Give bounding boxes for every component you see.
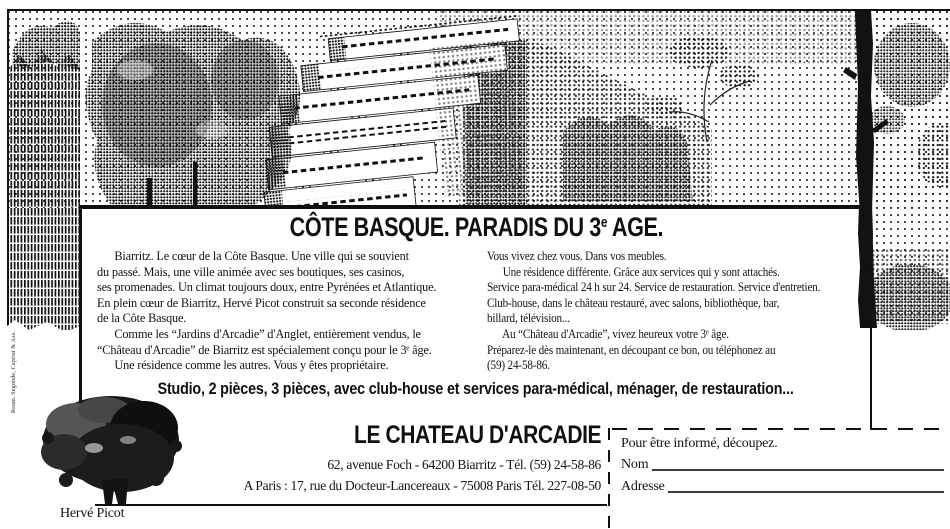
coupon-instruction: Pour être informé, découpez. xyxy=(621,436,778,451)
body-line: du passé. Mais, une ville animée avec ses boutiques, ses casinos, xyxy=(97,263,405,279)
body-line: (59) 24-58-86. xyxy=(487,357,550,373)
offer-line xyxy=(80,379,872,399)
tree-logo-icon xyxy=(36,388,186,510)
coupon-address-field-line xyxy=(668,491,944,493)
headline-text: CÔTE BASQUE. PARADIS DU 3 xyxy=(289,212,601,242)
body-line: “Château d'Arcadie” de Biarritz est spécialement conçu pour le 3ᵉ âge. xyxy=(97,341,432,357)
brand-name: LE CHATEAU D'ARCADIE xyxy=(353,421,601,449)
right-tree-foliage xyxy=(874,23,950,107)
body-line: Service para-médical 24 h sur 24. Service de restauration. Service d'entretien. xyxy=(487,279,821,295)
intro-column-right xyxy=(487,248,883,373)
body-line: Biarritz. Le cœur de la Côte Basque. Une ville qui se souvient xyxy=(97,248,409,263)
coupon-cut-line-top xyxy=(612,428,950,430)
frame-top-line xyxy=(7,9,950,11)
intro-column-left xyxy=(97,248,496,373)
body-line: Préparez-le dès maintenant, en découpant ce bon, ou téléphonez au xyxy=(487,341,776,357)
coupon-name-label: Nom xyxy=(621,457,649,472)
body-line: Au “Château d'Arcadie”, vivez heureux votre 3ᵉ âge. xyxy=(487,325,729,341)
offer-line-text: Studio, 2 pièces, 3 pièces, avec club-house et services para-médical, ménager, de restauration... xyxy=(157,379,795,398)
frame-left-line xyxy=(7,9,9,325)
body-line: ses promenades. Un climat toujours doux, entre Pyrénées et Atlantique. xyxy=(97,279,437,295)
body-line: Comme les “Jardins d'Arcadie” d'Anglet, entièrement vendus, le xyxy=(97,325,421,341)
address-paris: A Paris : 17, rue du Docteur-Lancereaux - 75008 Paris Tél. 227-08-50 xyxy=(243,478,601,493)
coupon-address-label: Adresse xyxy=(621,479,665,494)
coupon-cut-line-left xyxy=(608,428,610,529)
body-line: Une résidence comme les autres. Vous y êtes propriétaire. xyxy=(97,357,389,373)
headline xyxy=(80,212,872,243)
headline-text-end: AGE. xyxy=(606,212,663,242)
studio-credit: Ream. Segonde, Capriat & Ass. xyxy=(11,331,17,413)
bushes xyxy=(563,115,693,202)
signature: Hervé Picot xyxy=(60,506,125,521)
body-line: En plein cœur de Biarritz, Hervé Picot construit sa seconde résidence xyxy=(97,294,426,310)
body-line: Une résidence différente. Grâce aux services qui y sont attachés. xyxy=(487,263,780,279)
body-line: billard, télévision... xyxy=(487,310,570,326)
body-line: Vous vivez chez vous. Dans vos meubles. xyxy=(487,248,667,263)
left-hatched-trees xyxy=(7,48,80,330)
body-line: de la Côte Basque. xyxy=(97,310,187,326)
address-biarritz: 62, avenue Foch - 64200 Biarritz - Tél. (59) 24-58-86 xyxy=(327,457,601,472)
body-line: Club-house, dans le château restauré, avec salons, bibliothèque, bar, xyxy=(487,294,780,310)
coupon-name-field-line xyxy=(652,469,944,471)
headline-superscript: e xyxy=(600,215,607,231)
